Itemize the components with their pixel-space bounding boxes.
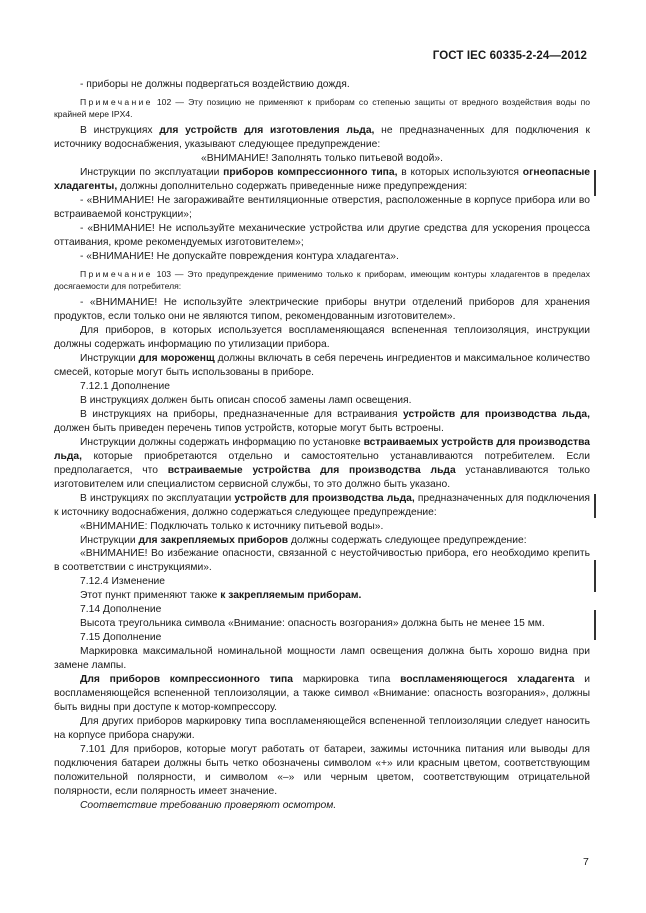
term-bold: встраиваемых устройств для производства льда, bbox=[54, 436, 591, 462]
rain-requirement: - приборы не должны подвергаться воздействию дождя. bbox=[80, 79, 350, 90]
clause-7-15: 7.15 Дополнение bbox=[80, 632, 162, 644]
clause-7-14: 7.14 Дополнение bbox=[80, 604, 162, 616]
term-bold: для закрепляемых приборов bbox=[138, 534, 289, 546]
applies-to-fixed bbox=[54, 589, 590, 603]
change-bar bbox=[594, 494, 596, 518]
text-run: в которых используются bbox=[397, 167, 523, 179]
term-bold: приборов компрессионного типа, bbox=[223, 167, 398, 179]
text-run: В инструкциях по эксплуатации bbox=[80, 492, 235, 504]
text-run: Инструкции bbox=[80, 353, 139, 365]
text-run: предназначенных для подключения к источнику водоснабжения, должно содержаться следующее предупреждение: bbox=[54, 492, 590, 518]
change-bar bbox=[594, 560, 596, 592]
text-run: устанавливаются только изготовителем или специалистом сервисной службы, то это должно быть указано. bbox=[54, 464, 590, 490]
text-run: Инструкции должны содержать информацию по установке bbox=[80, 436, 364, 448]
ice-maker-water-supply bbox=[54, 492, 590, 520]
standard-header: ГОСТ IEC 60335-2-24—2012 bbox=[432, 50, 587, 62]
other-appliances-marking: Для других приборов маркировку типа воспламеняющейся вспененной теплоизоляции следует наносить на корпусе прибора снаружи. bbox=[54, 715, 590, 741]
text-run: Инструкции bbox=[80, 534, 139, 546]
change-bar bbox=[594, 170, 596, 196]
clause-7-12-4: 7.12.4 Изменение bbox=[80, 576, 165, 588]
clause-7-12-1: 7.12.1 Дополнение bbox=[80, 381, 170, 393]
change-bar bbox=[594, 610, 596, 640]
note-103 bbox=[54, 268, 590, 292]
text-run: Инструкции по эксплуатации bbox=[80, 167, 224, 179]
text-run: В инструкциях на приборы, предназначенные для встраивания bbox=[80, 408, 403, 420]
term-bold: воспламеняющегося хладагента bbox=[400, 674, 575, 686]
text-run: В инструкциях bbox=[80, 125, 160, 137]
text-run: Этот пункт применяют также bbox=[80, 590, 221, 602]
text-run: должен быть приведен перечень типов устройств, которые могут быть встроены. bbox=[54, 422, 444, 434]
clause-7-101: 7.101 Для приборов, которые могут работать от батареи, зажимы источника питания или выводы для подключения батареи должны быть четко обозначены символом «+» или красным цветом, соответствующим положительной полярности, и символом «–» или черным цветом, соответствующим отрицательной полярности, если полярность имеет значение. bbox=[54, 743, 590, 797]
warning-ventilation: - «ВНИМАНИЕ! Не загораживайте вентиляционные отверстия, расположенные в корпусе прибора или во встраиваемой конструкции»; bbox=[54, 195, 590, 221]
text-run: должны включать в себя перечень ингредиентов и максимальное количество смесей, которые могут быть использованы в приборе. bbox=[54, 353, 590, 379]
warning-electrical-appliances: - «ВНИМАНИЕ! Не используйте электрические приборы внутри отделений приборов для хранения продуктов, если только они не являются типом, рекомендованным изготовителем». bbox=[54, 297, 590, 323]
text-run: и воспламеняющейся вспененной теплоизоляции, а также символ «Внимание: опасность возгорания», должны быть видны при доступе к мотор-компрессору. bbox=[54, 674, 590, 713]
term-bold: устройств для производства льда, bbox=[234, 492, 415, 504]
ice-cream-makers bbox=[54, 352, 590, 380]
term-bold: Для приборов компрессионного типа bbox=[80, 674, 293, 686]
foam-insulation-disposal: Для приборов, в которых используется воспламеняющаяся вспененная теплоизоляция, инструкции должны содержать информацию по утилизации прибора. bbox=[54, 325, 590, 351]
note-label: Примечание bbox=[80, 96, 153, 107]
warning-refrigerant-circuit: - «ВНИМАНИЕ! Не допускайте повреждения контура хладагента». bbox=[80, 250, 399, 262]
warning-stability: «ВНИМАНИЕ! Во избежание опасности, связанной с неустойчивостью прибора, его необходимо крепить в соответствии с инструкциями». bbox=[54, 548, 590, 574]
compliance-check: Соответствие требованию проверяют осмотром. bbox=[80, 799, 337, 811]
text-run: которые приобретаются отдельно и самостоятельно устанавливаются потребителем. Если предполагается, что bbox=[54, 450, 590, 476]
symbol-height: Высота треугольника символа «Внимание: опасность возгорания» должна быть не менее 15 мм. bbox=[80, 618, 545, 630]
text-run: должны дополнительно содержать приведенные ниже предупреждения: bbox=[117, 181, 468, 193]
term-bold: встраиваемые устройства для производства льда bbox=[167, 464, 456, 476]
fixed-appliances bbox=[54, 534, 590, 548]
built-in-ice-makers-installation bbox=[54, 436, 590, 492]
term-bold: огнеопасные хладагенты, bbox=[54, 167, 591, 193]
warning-drinking-water: «ВНИМАНИЕ! Заполнять только питьевой водой». bbox=[201, 153, 443, 165]
term-bold: устройств для производства льда, bbox=[402, 408, 590, 420]
lamp-power-marking: Маркировка максимальной номинальной мощности ламп освещения должна быть хорошо видна при замене лампы. bbox=[54, 646, 590, 672]
built-in-ice-makers-list bbox=[54, 408, 590, 436]
page-content bbox=[54, 78, 590, 813]
compressor-marking bbox=[54, 673, 590, 715]
text-run: маркировка типа bbox=[292, 674, 401, 686]
text-run: не предназначенных для подключения к источнику водоснабжения, указывают следующее предупреждение: bbox=[54, 125, 590, 151]
term-bold: к закрепляемым приборам. bbox=[220, 590, 362, 602]
note-102 bbox=[54, 96, 590, 120]
note-label: Примечание bbox=[80, 268, 153, 279]
ice-maker-instructions bbox=[54, 124, 590, 152]
term-bold: для мороженщ bbox=[138, 353, 215, 365]
lamp-replacement: В инструкциях должен быть описан способ замены ламп освещения. bbox=[80, 394, 412, 406]
warning-defrost: - «ВНИМАНИЕ! Не используйте механические устройства или другие средства для ускорения процесса оттаивания, кроме рекомендуемых изготовителем»; bbox=[54, 223, 590, 248]
note-text: 103 — Это предупреждение применимо только к приборам, имеющим контуры хладагентов в пределах досягаемости для потребителя: bbox=[54, 268, 590, 292]
compressor-instructions bbox=[54, 166, 590, 194]
page-number: 7 bbox=[583, 856, 589, 868]
note-text: 102 — Эту позицию не применяют к приборам со степенью защиты от вредного воздействия воды по крайней мере IPX4. bbox=[54, 96, 590, 120]
warning-connect-drinking-water: «ВНИМАНИЕ: Подключать только к источнику питьевой воды». bbox=[80, 520, 384, 532]
text-run: должны содержать следующее предупреждение: bbox=[288, 534, 527, 546]
term-bold: для устройств для изготовления льда, bbox=[159, 125, 375, 137]
